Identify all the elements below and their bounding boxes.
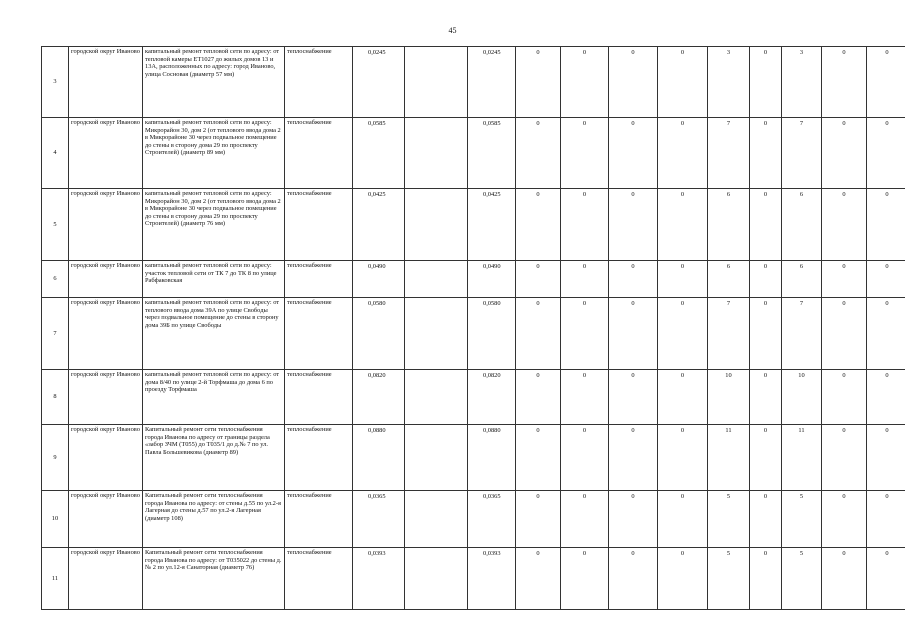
value-cell: 0 bbox=[609, 370, 658, 425]
value-cell: 0 bbox=[658, 491, 708, 548]
supply-type-cell: теплоснабжение bbox=[285, 118, 353, 189]
value-cell: 0 bbox=[561, 47, 609, 118]
length-total-cell: 0,0585 bbox=[468, 118, 516, 189]
value-cell: 0 bbox=[516, 189, 561, 261]
supply-type-cell: теплоснабжение bbox=[285, 491, 353, 548]
description-cell: капитальный ремонт тепловой сети по адресу: от тепловой камеры ЕТ1027 до жилых домов 13 и 13А, расположенных по адресу: город Иваново, улица Сосновая (диаметр 57 мм) bbox=[143, 47, 285, 118]
value-cell: 0 bbox=[750, 491, 782, 548]
length-cell: 0,0490 bbox=[353, 261, 405, 298]
value-cell: 0 bbox=[867, 425, 905, 491]
value-cell: 0 bbox=[561, 425, 609, 491]
table-row bbox=[42, 189, 905, 261]
value-cell: 3 bbox=[782, 47, 822, 118]
length-cell: 0,0880 bbox=[353, 425, 405, 491]
row-number: 11 bbox=[42, 548, 69, 610]
length-cell: 0,0585 bbox=[353, 118, 405, 189]
length-total-cell: 0,0580 bbox=[468, 298, 516, 370]
description-cell: капитальный ремонт тепловой сети по адресу: Микрорайон 30, дом 2 (от теплового ввода дома 2 в Микрорайоне 30 через подвальное помещение до стены в сторону дома 29 по проспекту Строителей) (диаметр 89 мм) bbox=[143, 118, 285, 189]
municipality-cell: городской округ Иваново bbox=[69, 370, 143, 425]
value-cell: 0 bbox=[561, 298, 609, 370]
value-cell: 6 bbox=[708, 189, 750, 261]
value-cell: 0 bbox=[822, 491, 867, 548]
municipality-cell: городской округ Иваново bbox=[69, 491, 143, 548]
supply-type-cell: теплоснабжение bbox=[285, 298, 353, 370]
table-row bbox=[42, 548, 905, 610]
value-cell: 0 bbox=[867, 370, 905, 425]
value-cell: 7 bbox=[782, 118, 822, 189]
supply-type-cell: теплоснабжение bbox=[285, 47, 353, 118]
municipality-cell: городской округ Иваново bbox=[69, 47, 143, 118]
value-cell: 0 bbox=[516, 118, 561, 189]
value-cell: 0 bbox=[516, 425, 561, 491]
value-cell: 6 bbox=[782, 261, 822, 298]
data-table bbox=[41, 46, 905, 610]
value-cell: 0 bbox=[867, 491, 905, 548]
value-cell: 0 bbox=[516, 261, 561, 298]
value-cell: 0 bbox=[822, 118, 867, 189]
supply-type-cell: теплоснабжение bbox=[285, 261, 353, 298]
value-cell: 0 bbox=[561, 118, 609, 189]
supply-type-cell: теплоснабжение bbox=[285, 370, 353, 425]
value-cell: 0 bbox=[658, 298, 708, 370]
table-row bbox=[42, 261, 905, 298]
value-cell: 0 bbox=[561, 548, 609, 610]
value-cell: 7 bbox=[782, 298, 822, 370]
value-cell: 0 bbox=[658, 118, 708, 189]
description-cell: Капитальный ремонт сети теплоснабжения города Иванова по адресу от границы раздела «забор ЗЧМ (Т055) до Т035/1 до д.№ 7 по ул. Павла Большевикова (диаметр 89) bbox=[143, 425, 285, 491]
value-cell: 0 bbox=[609, 118, 658, 189]
value-cell: 0 bbox=[561, 189, 609, 261]
value-cell: 0 bbox=[609, 189, 658, 261]
municipality-cell: городской округ Иваново bbox=[69, 118, 143, 189]
row-number: 8 bbox=[42, 370, 69, 425]
value-cell: 0 bbox=[516, 370, 561, 425]
value-cell: 0 bbox=[561, 491, 609, 548]
length-total-cell: 0,0490 bbox=[468, 261, 516, 298]
empty-cell bbox=[405, 261, 468, 298]
value-cell: 11 bbox=[782, 425, 822, 491]
value-cell: 0 bbox=[750, 425, 782, 491]
value-cell: 6 bbox=[782, 189, 822, 261]
row-number: 7 bbox=[42, 298, 69, 370]
row-number: 3 bbox=[42, 47, 69, 118]
value-cell: 6 bbox=[708, 261, 750, 298]
value-cell: 0 bbox=[867, 47, 905, 118]
description-cell: капитальный ремонт тепловой сети по адресу: от теплового ввода дома 39А по улице Свободы через подвальное помещение до стены в сторону дома 39Б по улице Свободы bbox=[143, 298, 285, 370]
description-cell: Капитальный ремонт сети теплоснабжения города Иванова по адресу: от стены д.55 по ул.2-я Лагерная до стены д.57 по ул.2-я Лагерная (диаметр 108) bbox=[143, 491, 285, 548]
length-cell: 0,0425 bbox=[353, 189, 405, 261]
value-cell: 0 bbox=[750, 548, 782, 610]
table-row bbox=[42, 47, 905, 118]
value-cell: 5 bbox=[782, 491, 822, 548]
table-row bbox=[42, 425, 905, 491]
value-cell: 0 bbox=[658, 47, 708, 118]
value-cell: 0 bbox=[867, 261, 905, 298]
table-row bbox=[42, 118, 905, 189]
length-total-cell: 0,0880 bbox=[468, 425, 516, 491]
value-cell: 0 bbox=[822, 298, 867, 370]
value-cell: 0 bbox=[609, 298, 658, 370]
length-total-cell: 0,0365 bbox=[468, 491, 516, 548]
row-number: 6 bbox=[42, 261, 69, 298]
length-total-cell: 0,0820 bbox=[468, 370, 516, 425]
value-cell: 0 bbox=[822, 370, 867, 425]
value-cell: 0 bbox=[658, 370, 708, 425]
empty-cell bbox=[405, 548, 468, 610]
value-cell: 0 bbox=[822, 47, 867, 118]
value-cell: 0 bbox=[822, 425, 867, 491]
description-cell: капитальный ремонт тепловой сети по адресу: участок тепловой сети от ТК 7 до ТК 8 по улице Рабфаковская bbox=[143, 261, 285, 298]
empty-cell bbox=[405, 47, 468, 118]
value-cell: 0 bbox=[609, 548, 658, 610]
value-cell: 0 bbox=[750, 370, 782, 425]
value-cell: 0 bbox=[867, 189, 905, 261]
empty-cell bbox=[405, 189, 468, 261]
description-cell: Капитальный ремонт сети теплоснабжения города Иванова по адресу: от Т035022 до стены д. № 2 по ул.12-я Санаторная (диаметр 76) bbox=[143, 548, 285, 610]
length-cell: 0,0393 bbox=[353, 548, 405, 610]
value-cell: 7 bbox=[708, 298, 750, 370]
value-cell: 0 bbox=[561, 261, 609, 298]
table-row bbox=[42, 370, 905, 425]
municipality-cell: городской округ Иваново bbox=[69, 548, 143, 610]
value-cell: 0 bbox=[516, 491, 561, 548]
value-cell: 7 bbox=[708, 118, 750, 189]
value-cell: 0 bbox=[822, 189, 867, 261]
table-row bbox=[42, 491, 905, 548]
value-cell: 0 bbox=[516, 47, 561, 118]
value-cell: 0 bbox=[822, 548, 867, 610]
value-cell: 0 bbox=[750, 261, 782, 298]
value-cell: 0 bbox=[867, 298, 905, 370]
value-cell: 0 bbox=[609, 425, 658, 491]
value-cell: 5 bbox=[708, 491, 750, 548]
value-cell: 0 bbox=[658, 425, 708, 491]
municipality-cell: городской округ Иваново bbox=[69, 261, 143, 298]
length-cell: 0,0365 bbox=[353, 491, 405, 548]
value-cell: 0 bbox=[750, 118, 782, 189]
value-cell: 0 bbox=[609, 47, 658, 118]
value-cell: 10 bbox=[782, 370, 822, 425]
value-cell: 0 bbox=[750, 298, 782, 370]
row-number: 5 bbox=[42, 189, 69, 261]
value-cell: 5 bbox=[782, 548, 822, 610]
value-cell: 0 bbox=[750, 189, 782, 261]
supply-type-cell: теплоснабжение bbox=[285, 548, 353, 610]
value-cell: 0 bbox=[658, 189, 708, 261]
length-total-cell: 0,0393 bbox=[468, 548, 516, 610]
empty-cell bbox=[405, 425, 468, 491]
empty-cell bbox=[405, 370, 468, 425]
empty-cell bbox=[405, 491, 468, 548]
page-number: 45 bbox=[448, 26, 457, 35]
value-cell: 0 bbox=[516, 548, 561, 610]
value-cell: 0 bbox=[867, 118, 905, 189]
value-cell: 0 bbox=[609, 261, 658, 298]
row-number: 9 bbox=[42, 425, 69, 491]
length-cell: 0,0245 bbox=[353, 47, 405, 118]
value-cell: 0 bbox=[658, 261, 708, 298]
description-cell: капитальный ремонт тепловой сети по адресу: от дома 8/40 по улице 2-й Торфмаша до дома 6 по проезду Торфмаша bbox=[143, 370, 285, 425]
length-total-cell: 0,0425 bbox=[468, 189, 516, 261]
table-row bbox=[42, 298, 905, 370]
value-cell: 0 bbox=[658, 548, 708, 610]
value-cell: 0 bbox=[609, 491, 658, 548]
row-number: 10 bbox=[42, 491, 69, 548]
empty-cell bbox=[405, 118, 468, 189]
supply-type-cell: теплоснабжение bbox=[285, 425, 353, 491]
value-cell: 5 bbox=[708, 548, 750, 610]
empty-cell bbox=[405, 298, 468, 370]
value-cell: 10 bbox=[708, 370, 750, 425]
value-cell: 0 bbox=[561, 370, 609, 425]
value-cell: 0 bbox=[867, 548, 905, 610]
value-cell: 11 bbox=[708, 425, 750, 491]
value-cell: 3 bbox=[708, 47, 750, 118]
description-cell: капитальный ремонт тепловой сети по адресу: Микрорайон 30, дом 2 (от теплового ввода дома 2 в Микрорайоне 30 через подвальное помещение до стены в сторону дома 29 по проспекту Строителей) (диаметр 76 мм) bbox=[143, 189, 285, 261]
municipality-cell: городской округ Иваново bbox=[69, 298, 143, 370]
municipality-cell: городской округ Иваново bbox=[69, 189, 143, 261]
table-body bbox=[42, 47, 905, 610]
length-total-cell: 0,0245 bbox=[468, 47, 516, 118]
length-cell: 0,0820 bbox=[353, 370, 405, 425]
supply-type-cell: теплоснабжение bbox=[285, 189, 353, 261]
municipality-cell: городской округ Иваново bbox=[69, 425, 143, 491]
value-cell: 0 bbox=[516, 298, 561, 370]
value-cell: 0 bbox=[822, 261, 867, 298]
row-number: 4 bbox=[42, 118, 69, 189]
length-cell: 0,0580 bbox=[353, 298, 405, 370]
value-cell: 0 bbox=[750, 47, 782, 118]
